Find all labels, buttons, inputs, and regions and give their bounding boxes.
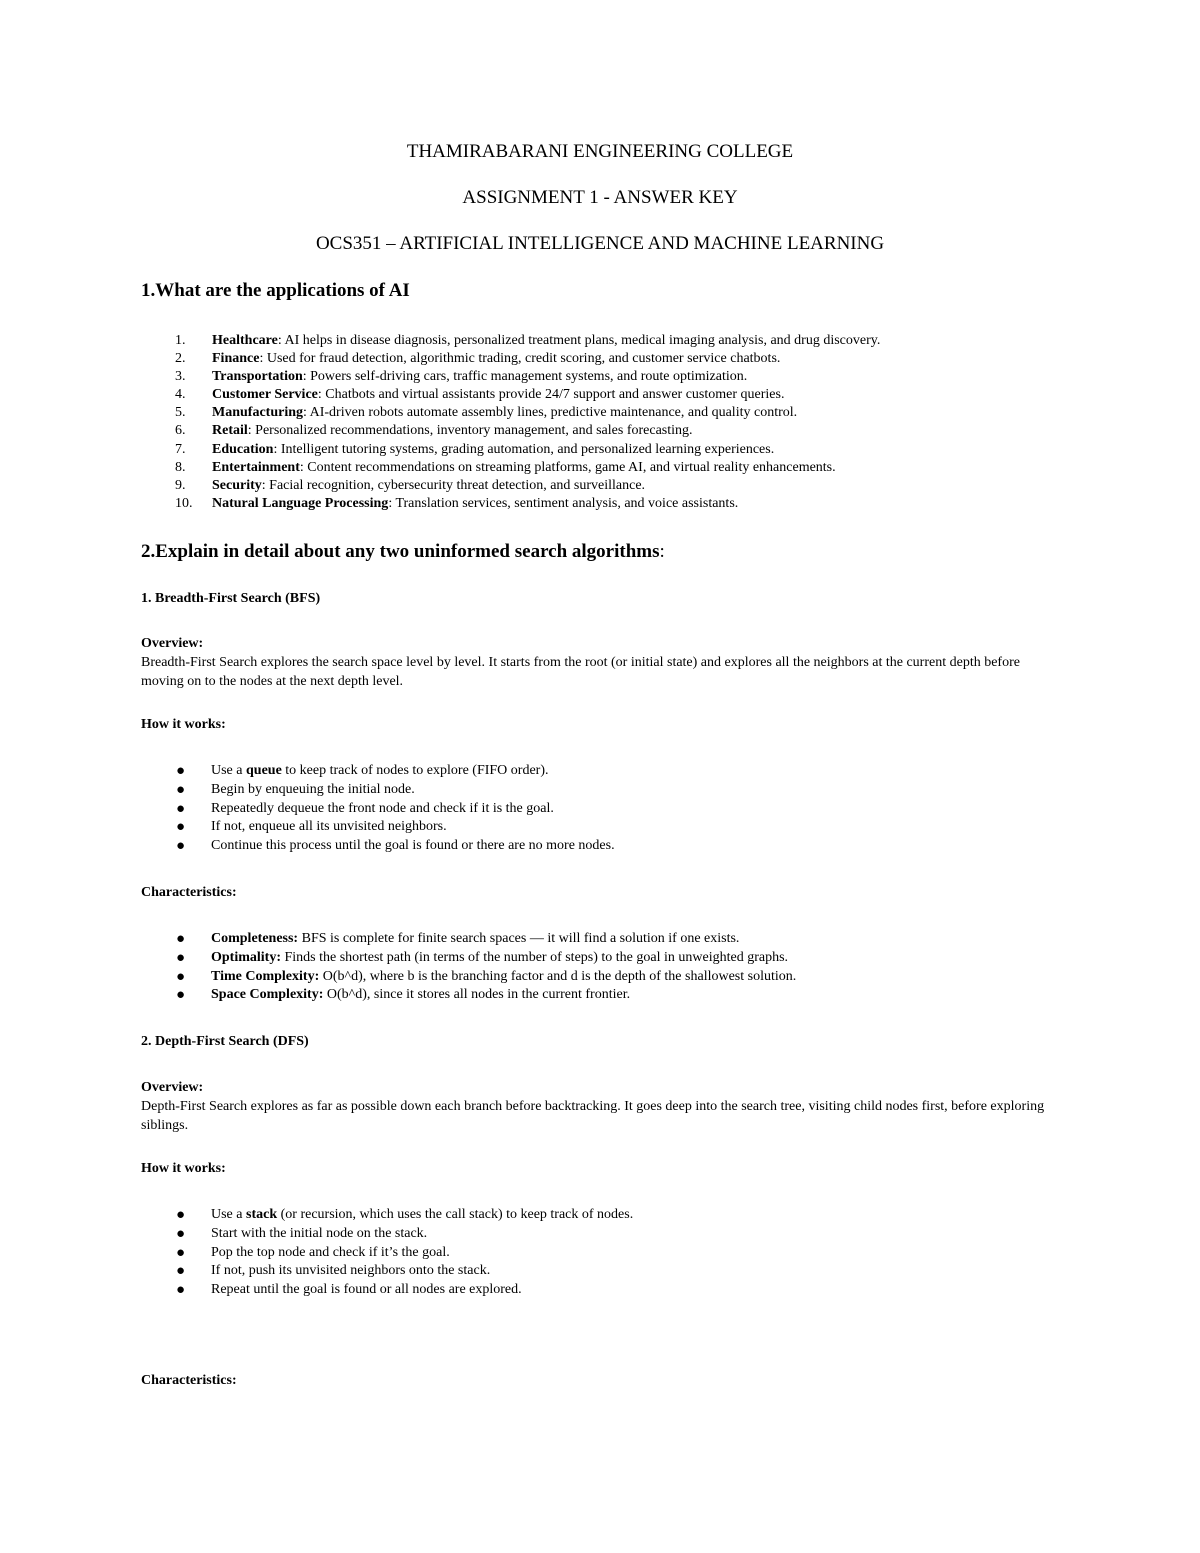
bullet-icon: ● xyxy=(176,1225,186,1242)
item-text: BFS is complete for finite search spaces — it will find a solution if one exists. xyxy=(298,931,740,946)
dfs-characteristics-label: Characteristics: xyxy=(141,1373,237,1388)
bullet-icon: ● xyxy=(176,1263,186,1280)
list-number: 10. xyxy=(175,495,193,511)
bfs-overview-text: Breadth-First Search explores the search space level by level. It starts from the root (or initial state) and explores all the neighbors at the current depth before moving on to the nodes at the next depth level. xyxy=(141,655,1020,689)
list-number: 7. xyxy=(175,441,186,457)
item-text: Use a xyxy=(211,1207,246,1222)
bullet-icon: ● xyxy=(176,838,186,855)
item-text: Use a xyxy=(211,763,246,778)
list-item xyxy=(141,1244,633,1263)
list-number: 4. xyxy=(175,387,186,403)
item-text: If not, push its unvisited neighbors onto the stack. xyxy=(211,1263,491,1279)
list-term: Natural Language Processing xyxy=(212,495,389,511)
list-item xyxy=(141,1281,633,1300)
list-number: 8. xyxy=(175,459,186,475)
item-text: (or recursion, which uses the call stack) to keep track of nodes. xyxy=(277,1207,634,1222)
list-item xyxy=(141,368,880,386)
list-term: Transportation xyxy=(212,369,303,385)
bullet-icon: ● xyxy=(176,987,186,1004)
list-item xyxy=(141,781,615,800)
question-2-heading-colon: : xyxy=(659,541,665,562)
bfs-title: 1. Breadth-First Search (BFS) xyxy=(141,591,321,606)
bullet-icon: ● xyxy=(176,763,186,779)
list-term: Customer Service xyxy=(212,387,318,403)
bfs-how-label: How it works: xyxy=(141,717,226,732)
list-item xyxy=(141,800,615,819)
list-item xyxy=(141,1206,633,1225)
list-item xyxy=(141,477,880,495)
item-bold: Space Complexity: xyxy=(211,987,324,1003)
list-item xyxy=(141,422,880,440)
list-text: : Content recommendations on streaming platforms, game AI, and virtual reality enhancements. xyxy=(299,459,836,475)
bfs-overview xyxy=(141,634,1061,691)
item-bold: stack xyxy=(246,1207,278,1222)
item-text: Pop the top node and check if it’s the goal. xyxy=(211,1244,450,1260)
list-number: 2. xyxy=(175,351,186,367)
list-text: : Used for fraud detection, algorithmic trading, credit scoring, and customer service chatbots. xyxy=(259,351,781,367)
list-text: : Facial recognition, cybersecurity threat detection, and surveillance. xyxy=(261,477,646,493)
item-text: Repeat until the goal is found or all nodes are explored. xyxy=(211,1282,522,1298)
list-item xyxy=(141,837,615,856)
list-text: : AI helps in disease diagnosis, personalized treatment plans, medical imaging analysis, and drug discovery. xyxy=(277,333,881,348)
list-text: : AI-driven robots automate assembly lines, predictive maintenance, and quality control. xyxy=(303,405,798,421)
list-text: : Powers self-driving cars, traffic management systems, and route optimization. xyxy=(302,369,748,385)
list-term: Retail xyxy=(212,423,248,439)
dfs-how-list xyxy=(141,1206,633,1300)
list-term: Manufacturing xyxy=(212,405,303,421)
list-item xyxy=(141,386,880,404)
list-item xyxy=(141,332,880,350)
dfs-overview-label: Overview: xyxy=(141,1080,204,1095)
list-item xyxy=(141,495,880,513)
list-item xyxy=(141,968,796,987)
bullet-icon: ● xyxy=(176,968,186,985)
bfs-overview-label: Overview: xyxy=(141,636,204,651)
list-number: 3. xyxy=(175,369,186,385)
list-item xyxy=(141,986,796,1005)
course-title: OCS351 – ARTIFICIAL INTELLIGENCE AND MACHINE LEARNING xyxy=(315,233,885,254)
list-term: Finance xyxy=(212,351,260,367)
bullet-icon: ● xyxy=(176,931,186,947)
list-number: 1. xyxy=(175,333,186,348)
list-term: Education xyxy=(212,441,274,457)
bullet-icon: ● xyxy=(176,1244,186,1261)
question-2-heading xyxy=(141,541,665,563)
bullet-icon: ● xyxy=(176,819,186,836)
list-item xyxy=(141,1225,633,1244)
bullet-icon: ● xyxy=(176,800,186,817)
list-term: Healthcare xyxy=(212,333,278,348)
item-bold: Completeness: xyxy=(211,931,299,946)
bfs-characteristics-label: Characteristics: xyxy=(141,885,237,900)
item-bold: Time Complexity: xyxy=(211,968,320,984)
item-text: Repeatedly dequeue the front node and check if it is the goal. xyxy=(211,800,554,816)
list-number: 6. xyxy=(175,423,186,439)
applications-list xyxy=(141,332,880,513)
question-1-heading: 1.What are the applications of AI xyxy=(141,280,410,301)
list-text: : Chatbots and virtual assistants provide 24/7 support and answer customer queries. xyxy=(317,387,785,403)
bullet-icon: ● xyxy=(176,1282,186,1299)
item-bold: queue xyxy=(246,763,282,778)
list-number: 9. xyxy=(175,477,186,493)
bullet-icon: ● xyxy=(176,949,186,966)
list-item xyxy=(141,1262,633,1281)
item-bold: Optimality: xyxy=(211,949,281,965)
college-name: THAMIRABARANI ENGINEERING COLLEGE xyxy=(406,141,794,162)
item-text: O(b^d), where b is the branching factor and d is the depth of the shallowest solution. xyxy=(319,968,797,984)
assignment-title: ASSIGNMENT 1 - ANSWER KEY xyxy=(462,187,738,208)
item-text: O(b^d), since it stores all nodes in the current frontier. xyxy=(323,987,631,1003)
list-term: Security xyxy=(212,477,262,493)
list-item xyxy=(141,818,615,837)
list-number: 5. xyxy=(175,405,186,421)
bfs-how-list xyxy=(141,762,615,856)
item-text: Start with the initial node on the stack. xyxy=(211,1225,428,1241)
item-text: to keep track of nodes to explore (FIFO order). xyxy=(281,763,549,778)
item-text: Begin by enqueuing the initial node. xyxy=(211,781,415,797)
list-item xyxy=(141,949,796,968)
list-item xyxy=(141,762,615,781)
bfs-characteristics-list xyxy=(141,930,796,1005)
bullet-icon: ● xyxy=(176,781,186,798)
dfs-how-label: How it works: xyxy=(141,1161,226,1176)
list-item xyxy=(141,350,880,368)
list-text: : Translation services, sentiment analysis, and voice assistants. xyxy=(388,495,739,511)
list-item xyxy=(141,930,796,949)
list-text: : Intelligent tutoring systems, grading automation, and personalized learning experiences. xyxy=(273,441,775,457)
list-text: : Personalized recommendations, inventory management, and sales forecasting. xyxy=(247,423,693,439)
dfs-overview xyxy=(141,1078,1061,1135)
list-term: Entertainment xyxy=(212,459,300,475)
list-item xyxy=(141,459,880,477)
list-item xyxy=(141,441,880,459)
item-text: Finds the shortest path (in terms of the number of steps) to the goal in unweighted graphs. xyxy=(281,949,789,965)
bullet-icon: ● xyxy=(176,1207,186,1223)
dfs-title: 2. Depth-First Search (DFS) xyxy=(141,1034,309,1049)
item-text: If not, enqueue all its unvisited neighbors. xyxy=(211,819,447,835)
list-item xyxy=(141,404,880,422)
question-2-heading-text: 2.Explain in detail about any two uninformed search algorithms xyxy=(141,541,660,562)
dfs-overview-text: Depth-First Search explores as far as possible down each branch before backtracking. It goes deep into the search tree, visiting child nodes first, before exploring siblings. xyxy=(141,1099,1045,1133)
item-text: Continue this process until the goal is found or there are no more nodes. xyxy=(211,838,615,854)
